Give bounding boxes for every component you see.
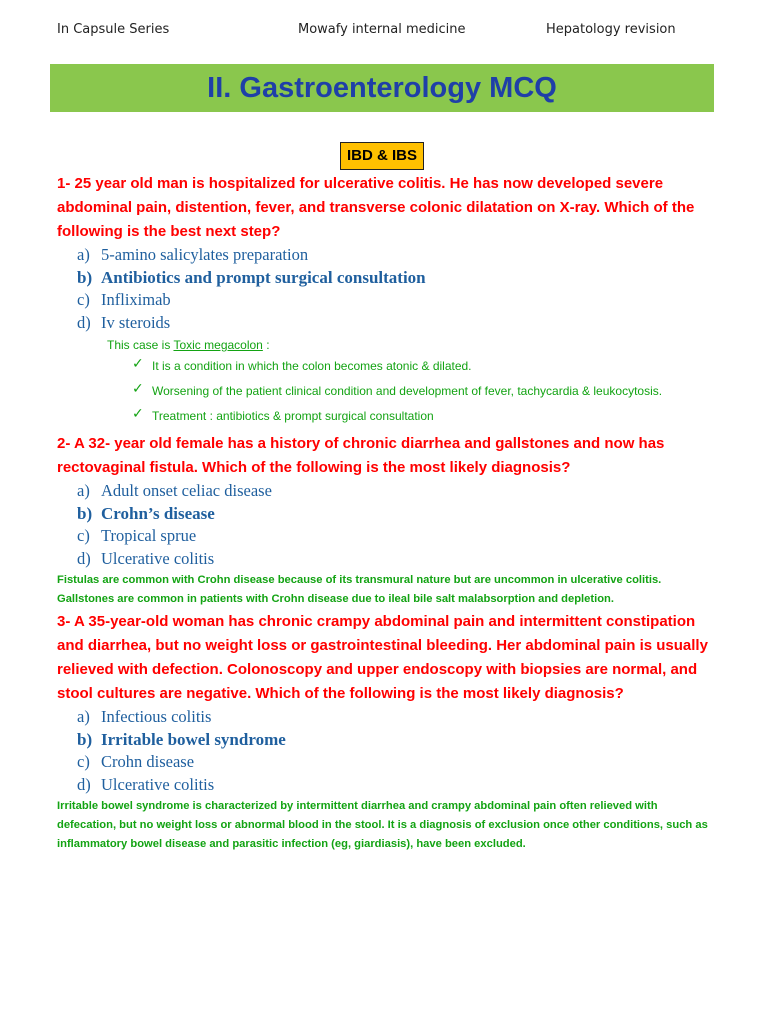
option-text: Iv steroids: [101, 312, 171, 332]
option-text: Infliximab: [101, 290, 171, 309]
option-letter: b): [77, 267, 93, 287]
option-text: Ulcerative colitis: [101, 548, 215, 568]
section-tag: IBD & IBS: [340, 142, 424, 170]
question-1-text: 1- 25 year old man is hospitalized for ulcerative colitis. He has now developed severe abdominal pain, distention, fever, and transverse colonic dilatation on X-ray. Which of the following is the best next step?: [57, 175, 695, 240]
checkmark-icon: ✓: [132, 406, 144, 422]
explanation-lead-text: This case is: [107, 338, 174, 352]
option-letter: a): [77, 707, 90, 726]
checkmark-icon: ✓: [132, 381, 144, 397]
check-text: It is a condition in which the colon becomes atonic & dilated.: [152, 359, 472, 373]
question-3-option-b-correct: [77, 729, 717, 752]
option-letter: c): [77, 752, 90, 771]
option-letter: c): [77, 526, 90, 545]
chapter-title: II. Gastroenterology MCQ: [207, 71, 557, 104]
question-1-option-c: [77, 289, 717, 312]
question-1-options: [77, 244, 717, 334]
checkmark-icon: ✓: [132, 356, 144, 372]
question-2-option-a: [77, 480, 717, 503]
question-2-option-d: [77, 548, 717, 571]
option-letter: d): [77, 774, 91, 794]
question-1-option-a: [77, 244, 717, 267]
option-letter: c): [77, 290, 90, 309]
question-3-text: 3- A 35-year-old woman has chronic crampy abdominal pain and intermittent constipation and diarrhea, but no weight loss or gastrointestinal bleeding. Her abdominal pain is usually relieved with defection. Colonoscopy and upper endoscopy with biopsies are normal, and stool cultures are negative. Which of the following is the most likely diagnosis?: [57, 613, 708, 702]
questions-content: [57, 172, 717, 855]
option-text: Adult onset celiac disease: [101, 481, 272, 500]
check-item: [132, 357, 717, 376]
question-2-text: 2- A 32- year old female has a history of chronic diarrhea and gallstones and now has rectovaginal fistula. Which of the following is the most likely diagnosis?: [57, 435, 665, 476]
question-1-checklist: [132, 357, 717, 426]
question-3-option-a: [77, 706, 717, 729]
option-text: Crohn’s disease: [101, 503, 215, 523]
question-3-option-d: [77, 774, 717, 797]
page-header: [0, 22, 768, 44]
chapter-banner: [50, 64, 714, 112]
option-letter: b): [77, 503, 93, 523]
question-3-option-c: [77, 751, 717, 774]
question-2-explanation: Fistulas are common with Crohn disease because of its transmural nature but are uncommon in ulcerative colitis. Gallstones are common in patients with Crohn disease due to ileal bile salt malabsorption and depletion.: [57, 574, 662, 605]
check-item: [132, 407, 717, 426]
question-3-explanation: Irritable bowel syndrome is characterized by intermittent diarrhea and crampy abdominal pain often relieved with defecation, but no weight loss or abnormal blood in the stool. It is a diagnosis of exclusion once other conditions, such as inflammatory bowel disease and parasitic infection (eg, giardiasis), have been excluded.: [57, 800, 708, 850]
header-topic-label: Hepatology revision: [546, 22, 676, 37]
option-text: Tropical sprue: [101, 526, 197, 545]
question-2-option-b-correct: [77, 503, 717, 526]
check-text: Worsening of the patient clinical condition and development of fever, tachycardia & leukocytosis.: [152, 384, 663, 398]
header-book-label: Mowafy internal medicine: [298, 22, 466, 37]
check-text: Treatment : antibiotics & prompt surgical consultation: [152, 409, 434, 423]
option-text: Antibiotics and prompt surgical consultation: [101, 267, 426, 287]
question-1-explanation-lead: [107, 336, 717, 355]
option-letter: d): [77, 548, 91, 568]
option-text: Ulcerative colitis: [101, 774, 215, 794]
option-text: Irritable bowel syndrome: [101, 729, 286, 749]
question-3-options: [77, 706, 717, 796]
option-text: 5-amino salicylates preparation: [101, 245, 309, 264]
toxic-megacolon-term: Toxic megacolon: [173, 338, 263, 352]
option-text: Infectious colitis: [101, 707, 212, 726]
option-letter: a): [77, 481, 90, 500]
question-1-option-b-correct: [77, 267, 717, 290]
header-series-label: In Capsule Series: [57, 22, 170, 37]
question-2-options: [77, 480, 717, 570]
question-2-option-c: [77, 525, 717, 548]
explanation-tail-text: :: [262, 338, 270, 352]
question-1-option-d: [77, 312, 717, 335]
check-item: [132, 382, 717, 401]
option-letter: d): [77, 312, 91, 332]
option-letter: a): [77, 245, 90, 264]
option-letter: b): [77, 729, 93, 749]
option-text: Crohn disease: [101, 752, 195, 771]
